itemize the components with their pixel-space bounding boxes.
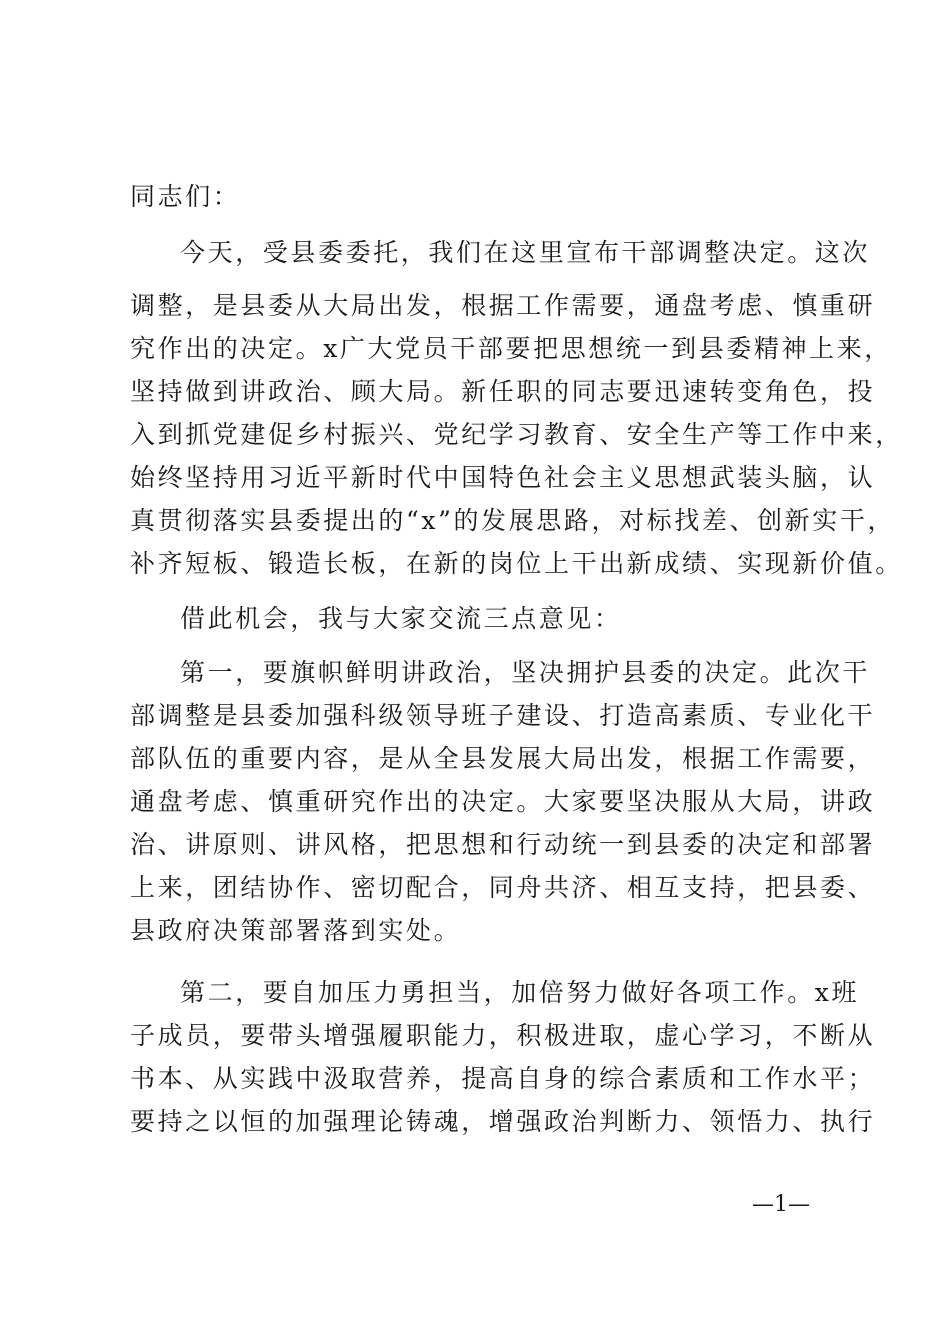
paragraph-line: 部调整是县委加强科级领导班子建设、打造高素质、专业化干 (130, 701, 876, 730)
paragraph-line: 书本、从实践中汲取营养，提高自身的综合素质和工作水平； (130, 1064, 876, 1093)
paragraph-line: 补齐短板、锻造长板，在新的岗位上干出新成绩、实现新价值。 (130, 549, 903, 578)
paragraph-line: 今天，受县委委托，我们在这里宣布干部调整决定。这次 (180, 238, 871, 267)
page-number: —1— (752, 1192, 810, 1217)
paragraph-line: 坚持做到讲政治、顾大局。新任职的同志要迅速转变角色，投 (130, 377, 876, 406)
paragraph-line: 子成员，要带头增强履职能力，积极进取，虚心学习，不断从 (130, 1021, 876, 1050)
paragraph-line: 借此机会，我与大家交流三点意见： (180, 604, 622, 633)
paragraph-line: 上来，团结协作、密切配合，同舟共济、相互支持，把县委、 (130, 873, 876, 902)
paragraph-line: 入到抓党建促乡村振兴、党纪学习教育、安全生产等工作中来， (130, 420, 903, 449)
paragraph-line: 究作出的决定。x广大党员干部要把思想统一到县委精神上来， (130, 334, 892, 363)
salutation: 同志们： (130, 182, 241, 211)
paragraph-line: 始终坚持用习近平新时代中国特色社会主义思想武装头脑，认 (130, 463, 876, 492)
paragraph-line: 第二，要自加压力勇担当，加倍努力做好各项工作。x班 (180, 978, 860, 1007)
paragraph-line: 部队伍的重要内容，是从全县发展大局出发，根据工作需要， (130, 744, 876, 773)
paragraph-line: 调整，是县委从大局出发，根据工作需要，通盘考虑、慎重研 (130, 291, 876, 320)
paragraph-line: 要持之以恒的加强理论铸魂，增强政治判断力、领悟力、执行 (130, 1107, 876, 1136)
paragraph-line: 通盘考虑、慎重研究作出的决定。大家要坚决服从大局，讲政 (130, 787, 876, 816)
paragraph-line: 县政府决策部署落到实处。 (130, 916, 462, 945)
paragraph-line: 治、讲原则、讲风格，把思想和行动统一到县委的决定和部署 (130, 830, 876, 859)
paragraph-line: 真贯彻落实县委提出的“x”的发展思路，对标找差、创新实干， (130, 506, 896, 535)
paragraph-line: 第一，要旗帜鲜明讲政治，坚决拥护县委的决定。此次干 (180, 658, 871, 687)
